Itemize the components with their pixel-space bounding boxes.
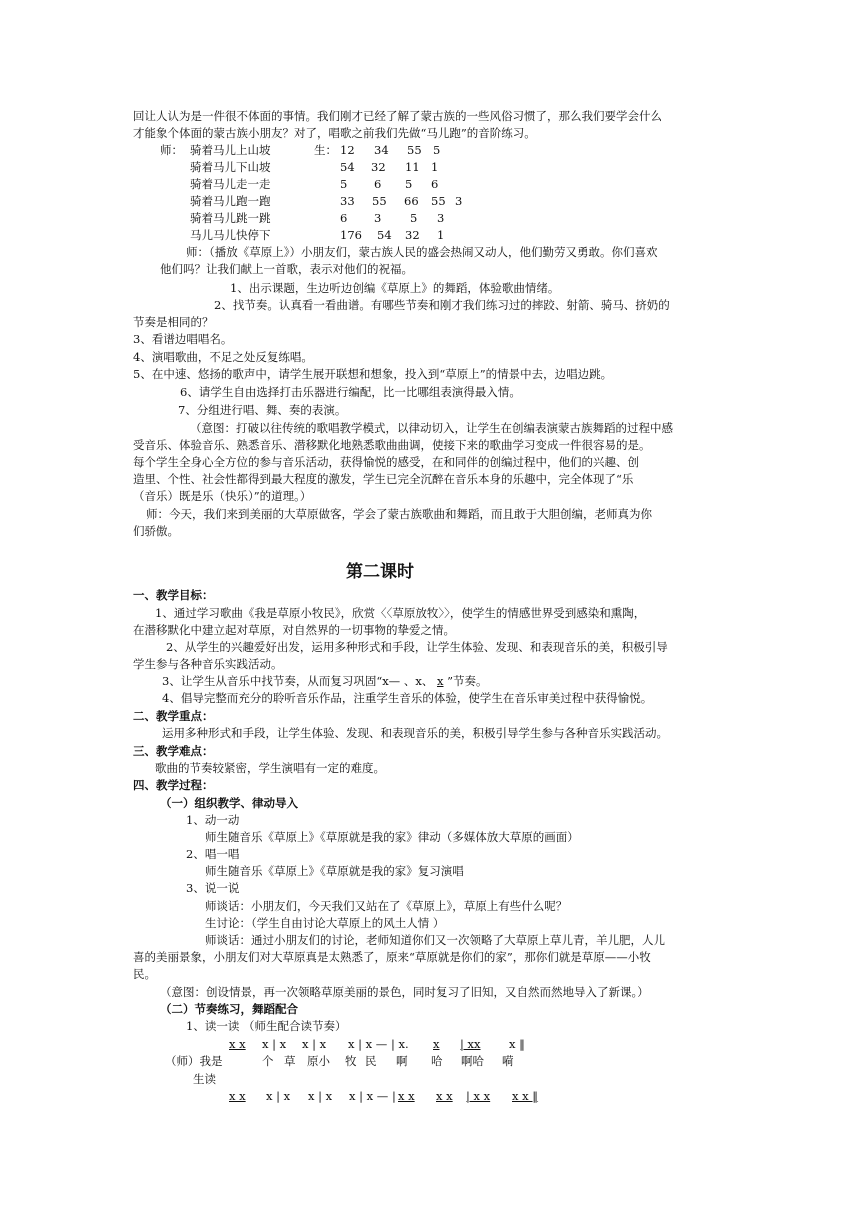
scale-number: 32	[371, 160, 386, 174]
step-item: 5、在中速、悠扬的歌声中，请学生展开联想和想象，投入到“草原上”的情景中去，边唱边跳。	[133, 367, 613, 381]
paragraph-line: 才能象个体面的蒙古族小朋友？对了，唱歌之前我们先做“马儿跑”的音阶练习。	[133, 126, 536, 140]
activity-item: 2、唱一唱	[186, 847, 240, 861]
scale-number: 3	[437, 211, 445, 225]
paragraph-line: 他们吗？让我们献上一首歌，表示对他们的祝福。	[160, 262, 413, 276]
rhythm-note: x	[433, 1037, 440, 1051]
teacher-prefix: 师：	[160, 143, 183, 157]
paragraph-line: 歌曲的节奏较紧密，学生演唱有一定的难度。	[155, 761, 385, 775]
paragraph-line: 师：今天，我们来到美丽的大草原做客，学会了蒙古族歌曲和舞蹈，而且敢于大胆创编，老师真为你	[146, 507, 652, 521]
lyric-word: 嗬	[502, 1054, 514, 1068]
goal-text: 3、让学生从音乐中找节奏，从而复习巩固“x— 、x、	[162, 674, 434, 688]
paragraph-line: 师：（播放《草原上》）小朋友们，蒙古族人民的盛会热闹又动人，他们勤劳又勇敢。你们喜欢	[186, 245, 658, 259]
scale-phrase: 骑着马儿下山坡	[190, 160, 271, 174]
section-heading: 一、教学目标：	[133, 588, 214, 602]
step-item: 3、看谱边唱唱名。	[133, 332, 233, 346]
goal-line: 1、通过学习歌曲《我是草原小牧民》，欣赏〈〈草原放牧〉〉，使学生的情感世界受到感染和熏陶，	[155, 606, 646, 620]
activity-detail: 师生随音乐《草原上》《草原就是我的家》律动（多媒体放大草原的画面）	[205, 830, 579, 844]
subsection-heading: （一）组织教学、律动导入	[160, 796, 298, 810]
step-item: 2、找节奏。认真看一看曲谱。有哪些节奏和刚才我们练习过的摔跤、射箭、骑马、挤奶的	[214, 298, 670, 312]
rhythm-note: x | x	[266, 1089, 291, 1103]
rhythm-note: x | x	[302, 1037, 327, 1051]
rhythm-symbol: x	[436, 674, 444, 688]
scale-number: 11	[405, 160, 420, 174]
lyric-word: 哈	[431, 1054, 443, 1068]
rhythm-note: x x	[229, 1037, 246, 1051]
lyric-word: 啊	[396, 1054, 408, 1068]
intent-line: 受音乐、体验音乐、熟悉音乐、潜移默化地熟悉歌曲曲调，使接下来的歌曲学习变成一件很容易的是。	[133, 438, 651, 452]
scale-number: 66	[404, 194, 419, 208]
intent-line: （意图：创设情景，再一次领略草原美丽的景色，同时复习了旧知，又自然而然地导入了新课。）	[160, 985, 649, 999]
goal-line: 4、倡导完整而充分的聆听音乐作品，注重学生音乐的体验，使学生在音乐审美过程中获得愉悦。	[162, 691, 653, 705]
paragraph-line: 们骄傲。	[133, 524, 179, 538]
scale-number: 1	[431, 160, 439, 174]
scale-number: 6	[374, 177, 382, 191]
section-heading: 四、教学过程：	[133, 778, 214, 792]
scale-number: 12	[340, 143, 355, 157]
intent-line: （意图：打破以往传统的歌唱教学模式，以律动切入，让学生在创编表演蒙古族舞蹈的过程中感	[190, 421, 673, 435]
lyric-word: 牧	[345, 1054, 357, 1068]
activity-detail: 喜的美丽景象，小朋友们对大草原真是太熟悉了，原来“草原就是你们的家”，那你们就是草原——小牧	[133, 950, 651, 964]
goal-line	[162, 673, 488, 690]
scale-number: 3	[455, 194, 463, 208]
scale-number: 34	[374, 143, 389, 157]
scale-number: 176	[340, 228, 362, 242]
step-item: 1、出示课题，生边听边创编《草原上》的舞蹈，体验歌曲情绪。	[230, 281, 560, 295]
scale-number: 1	[437, 228, 445, 242]
rhythm-note: | xx	[460, 1037, 481, 1051]
scale-number: 6	[340, 211, 348, 225]
scale-phrase: 骑着马儿上山坡	[190, 143, 271, 157]
scale-number: 5	[433, 143, 441, 157]
step-item: 6、请学生自由选择打击乐器进行编配，比一比哪组表演得最入情。	[180, 385, 521, 399]
activity-detail: 师生随音乐《草原上》《草原就是我的家》复习演唱	[205, 864, 464, 878]
scale-number: 5	[340, 177, 348, 191]
activity-detail: 生讨论：（学生自由讨论大草原上的风土人情 ）	[205, 916, 445, 930]
scale-number: 5	[410, 211, 418, 225]
goal-line: 学生参与各种音乐实践活动。	[133, 657, 283, 671]
rhythm-note: x x	[436, 1089, 453, 1103]
step-item: 节奏是相同的？	[133, 315, 214, 329]
scale-phrase: 骑着马儿跑一跑	[190, 194, 271, 208]
lyric-word: 啊哈	[461, 1054, 484, 1068]
scale-number: 5	[405, 177, 413, 191]
intent-line: （音乐）既是乐（快乐）”的道理。）	[133, 489, 312, 503]
rhythm-note: x | x — | x.	[348, 1037, 409, 1051]
rhythm-note: x ‖	[509, 1037, 525, 1051]
scale-number: 55	[407, 143, 422, 157]
scale-number: 54	[377, 228, 392, 242]
activity-detail: 师谈话：通过小朋友们的讨论，老师知道你们又一次领略了大草原上草儿青，羊儿肥，人儿	[205, 933, 665, 947]
activity-item: 1、动一动	[186, 813, 240, 827]
rhythm-note: x x	[229, 1089, 246, 1103]
rhythm-note: x | x — |	[349, 1089, 396, 1103]
scale-number: 32	[405, 228, 420, 242]
activity-item: 3、说一说	[186, 881, 240, 895]
scale-phrase: 骑着马儿跳一跳	[190, 211, 271, 225]
intent-line: 每个学生全身心全方位的参与音乐活动，获得愉悦的感受，在和同伴的创编过程中，他们的兴趣、创	[133, 455, 639, 469]
activity-detail: 师谈话：小朋友们，今天我们又站在了《草原上》，草原上有些什么呢？	[205, 899, 568, 913]
lyric-word: 民	[365, 1054, 377, 1068]
section-heading: 三、教学难点：	[133, 744, 214, 758]
rhythm-note: x | x	[308, 1089, 333, 1103]
student-read-label: 生读	[193, 1072, 216, 1086]
paragraph-line: 回让人认为是一件很不体面的事情。我们刚才已经了解了蒙古族的一些风俗习惯了，那么我们要学会什么	[133, 109, 662, 123]
scale-number: 55	[372, 194, 387, 208]
scale-number: 33	[340, 194, 355, 208]
intent-line: 造里、个性、社会性都得到最大程度的激发，学生已完全沉醉在音乐本身的乐趣中，完全体现了“乐	[133, 472, 634, 486]
goal-line: 在潜移默化中建立起对草原，对自然界的一切事物的挚爱之情。	[133, 623, 455, 637]
rhythm-note: x x ‖	[512, 1089, 539, 1103]
subsection-heading: （二）节奏练习，舞蹈配合	[160, 1002, 298, 1016]
goal-line: 2、从学生的兴趣爱好出发，运用多种形式和手段，让学生体验、发现、和表现音乐的美，积极引导	[166, 640, 668, 654]
scale-number: 6	[431, 177, 439, 191]
lyric-word: 原小	[307, 1054, 330, 1068]
scale-phrase: 骑着马儿走一走	[190, 177, 271, 191]
rhythm-note: x x	[398, 1089, 415, 1103]
goal-text: ”节奏。	[447, 674, 488, 688]
rhythm-note: x | x	[262, 1037, 287, 1051]
activity-detail: 民。	[133, 967, 156, 981]
section-title: 第二课时	[346, 562, 414, 582]
scale-phrase: 马儿马儿快停下	[190, 228, 271, 242]
student-prefix: 生：	[314, 143, 337, 157]
paragraph-line: 运用多种形式和手段，让学生体验、发现、和表现音乐的美，积极引导学生参与各种音乐实践活动。	[162, 726, 668, 740]
activity-item: 1、读一读 （师生配合读节奏）	[186, 1019, 347, 1033]
step-item: 7、分组进行唱、舞、奏的表演。	[178, 403, 347, 417]
rhythm-note: | x x	[466, 1089, 491, 1103]
lyric-word: 个	[262, 1054, 274, 1068]
scale-number: 3	[374, 211, 382, 225]
scale-number: 55	[431, 194, 446, 208]
section-heading: 二、教学重点：	[133, 709, 214, 723]
step-item: 4、演唱歌曲，不足之处反复练唱。	[133, 350, 313, 364]
lyric-word: （师）我是	[165, 1054, 223, 1068]
lyric-word: 草	[284, 1054, 296, 1068]
scale-number: 54	[340, 160, 355, 174]
